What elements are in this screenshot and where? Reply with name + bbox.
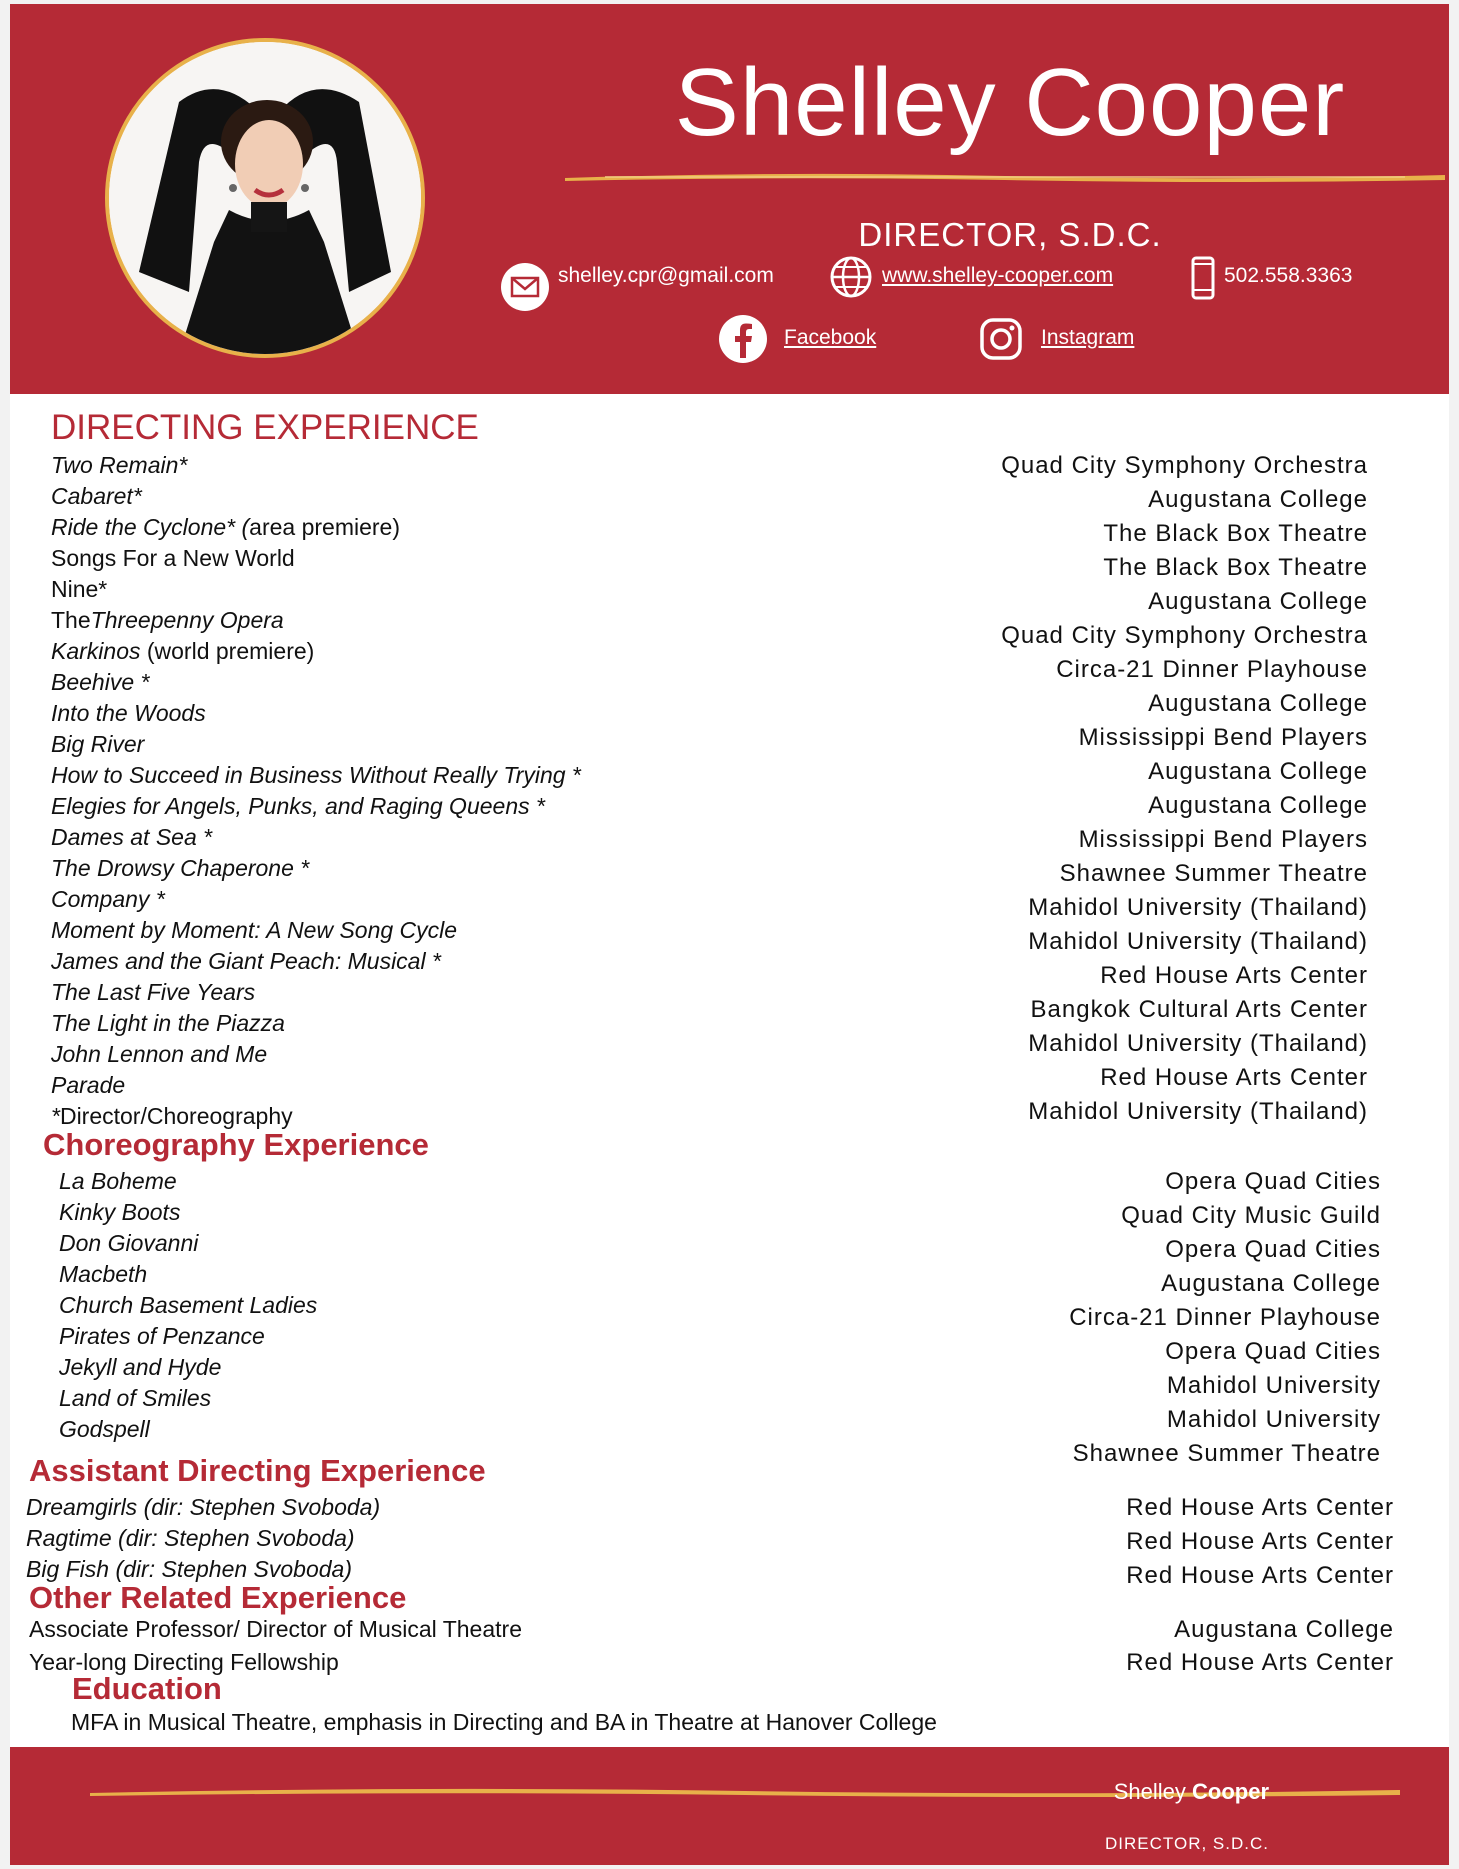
directing-item-title: [51, 948, 441, 975]
directing-item-org: Augustana College: [1148, 690, 1368, 717]
choreo-item-org: Opera Quad Cities: [1165, 1236, 1381, 1263]
directing-item-title-italic: John Lennon and Me: [51, 1041, 268, 1067]
directing-item-title-plain: Director/Choreography: [59, 1103, 293, 1129]
directing-item-title: [51, 855, 309, 882]
directing-item-title-italic: The Light in the Piazza: [51, 1010, 285, 1036]
email-text[interactable]: shelley.cpr@gmail.com: [558, 264, 774, 287]
choreo-item-title: Don Giovanni: [59, 1230, 199, 1256]
directing-item-title-italic: Big River: [51, 731, 145, 757]
directing-item-title: [51, 669, 149, 696]
email-icon: [500, 262, 550, 312]
choreo-item-title: Godspell: [59, 1416, 150, 1442]
directing-item-title: [51, 514, 400, 541]
assistant-item-org: Red House Arts Center: [1126, 1528, 1394, 1555]
phone-text: 502.558.3363: [1224, 264, 1353, 287]
choreo-item-title: Jekyll and Hyde: [59, 1354, 222, 1380]
choreo-item-org: Opera Quad Cities: [1165, 1168, 1381, 1195]
directing-item-title: [51, 700, 206, 727]
directing-item-title: [51, 793, 545, 820]
directing-item-title-italic: How to Succeed in Business Without Really Trying *: [51, 762, 581, 788]
globe-icon: [828, 254, 874, 300]
directing-item-org: Red House Arts Center: [1100, 962, 1368, 989]
other-item-title: Year-long Directing Fellowship: [29, 1649, 339, 1675]
assistant-item-org: Red House Arts Center: [1126, 1562, 1394, 1589]
directing-item-title: [51, 1041, 267, 1068]
directing-item-title-italic: James and the Giant Peach: Musical *: [51, 948, 441, 974]
directing-item-title-italic: Two Remain*: [51, 452, 188, 478]
directing-item-org: Shawnee Summer Theatre: [1059, 860, 1368, 887]
directing-item-title: [51, 979, 255, 1006]
directing-item-title-italic: The Last Five Years: [51, 979, 256, 1005]
assistant-item-title: Ragtime (dir: Stephen Svoboda): [26, 1525, 355, 1551]
directing-item-title-italic: Ride the Cyclone* (: [51, 514, 250, 540]
website-link[interactable]: www.shelley-cooper.com: [882, 264, 1114, 287]
directing-item-title-italic: Moment by Moment: A New Song Cycle: [51, 917, 458, 943]
directing-item-title-plain: area premiere): [249, 514, 400, 540]
directing-item-title-italic: *: [51, 1103, 60, 1129]
choreo-item-org: Mahidol University: [1166, 1406, 1381, 1433]
education-text: MFA in Musical Theatre, emphasis in Directing and BA in Theatre at Hanover College: [71, 1709, 937, 1735]
instagram-icon: [978, 316, 1024, 362]
header-title: DIRECTOR, S.D.C.: [858, 216, 1162, 253]
assistant-item-title: Big Fish (dir: Stephen Svoboda): [26, 1556, 353, 1582]
header-banner: [10, 4, 1449, 394]
directing-item-title: [51, 824, 212, 851]
directing-item-title: [51, 545, 295, 572]
education-heading: Education: [72, 1671, 222, 1706]
directing-item-org: Bangkok Cultural Arts Center: [1030, 996, 1368, 1023]
directing-item-org: Mississippi Bend Players: [1078, 724, 1368, 751]
directing-item-title: [51, 917, 457, 944]
choreo-item-org: Circa-21 Dinner Playhouse: [1069, 1304, 1381, 1331]
other-heading: Other Related Experience: [29, 1580, 407, 1615]
footer-name: [1114, 1779, 1269, 1805]
directing-item-title: [51, 1103, 293, 1130]
directing-item-org: Quad City Symphony Orchestra: [1001, 622, 1368, 649]
choreo-item-title: Church Basement Ladies: [59, 1292, 318, 1318]
directing-item-title-italic: Cabaret*: [51, 483, 142, 509]
assistant-item-org: Red House Arts Center: [1126, 1494, 1394, 1521]
directing-item-title-italic: Karkinos: [51, 638, 141, 664]
directing-item-org: Mahidol University (Thailand): [1028, 894, 1368, 921]
footer-title: DIRECTOR, S.D.C.: [1105, 1834, 1269, 1853]
directing-heading: DIRECTING EXPERIENCE: [51, 408, 479, 447]
directing-item-org: Augustana College: [1148, 588, 1368, 615]
directing-item-title: [51, 886, 165, 913]
directing-item-org: Mahidol University (Thailand): [1028, 1098, 1368, 1125]
directing-item-title-italic: Company *: [51, 886, 165, 912]
header-name: Shelley Cooper: [674, 49, 1346, 156]
assistant-item-title: Dreamgirls (dir: Stephen Svoboda): [26, 1494, 381, 1520]
footer-first-name: Shelley: [1113, 1779, 1186, 1804]
choreo-item-title: Kinky Boots: [59, 1199, 181, 1225]
brush-stroke-decoration: [565, 169, 1445, 185]
directing-item-title-italic: Into the Woods: [51, 700, 206, 726]
choreo-item-org: Mahidol University: [1166, 1372, 1381, 1399]
directing-item-title-italic: Beehive *: [51, 669, 150, 695]
directing-item-org: Circa-21 Dinner Playhouse: [1056, 656, 1368, 683]
instagram-link[interactable]: Instagram: [1041, 326, 1135, 349]
choreo-item-title: Macbeth: [59, 1261, 148, 1287]
directing-item-title: [51, 452, 187, 479]
choreo-item-title: Pirates of Penzance: [59, 1323, 265, 1349]
choreo-item-org: Opera Quad Cities: [1165, 1338, 1381, 1365]
directing-item-title-plain: Nine*: [51, 576, 108, 602]
directing-item-title: [51, 576, 107, 603]
choreo-item-org: Augustana College: [1161, 1270, 1381, 1297]
choreography-heading: Choreography Experience: [43, 1127, 429, 1162]
other-item-org: Augustana College: [1174, 1616, 1394, 1643]
directing-item-org: Augustana College: [1148, 486, 1368, 513]
directing-item-title: [51, 1072, 125, 1099]
other-item-org: Red House Arts Center: [1126, 1649, 1394, 1676]
facebook-icon: [718, 314, 768, 364]
choreo-item-title: La Boheme: [59, 1168, 177, 1194]
phone-icon: [1190, 256, 1216, 300]
directing-item-title-plain: Songs For a New World: [51, 545, 295, 571]
directing-item-title: [51, 762, 581, 789]
choreo-item-org: Shawnee Summer Theatre: [1072, 1440, 1381, 1467]
directing-item-org: Mississippi Bend Players: [1078, 826, 1368, 853]
directing-item-title: [51, 1010, 285, 1037]
directing-item-title: [51, 638, 314, 665]
profile-photo: [105, 38, 425, 358]
directing-item-org: Quad City Symphony Orchestra: [1001, 452, 1368, 479]
assistant-heading: Assistant Directing Experience: [29, 1453, 486, 1488]
directing-item-title-italic: Threepenny Opera: [90, 607, 284, 633]
directing-item-title-italic: Parade: [51, 1072, 126, 1098]
facebook-link[interactable]: Facebook: [784, 326, 877, 349]
other-item-title: Associate Professor/ Director of Musical Theatre: [29, 1616, 522, 1642]
directing-item-org: Mahidol University (Thailand): [1028, 1030, 1368, 1057]
directing-item-title-italic: Dames at Sea *: [51, 824, 213, 850]
directing-item-org: Red House Arts Center: [1100, 1064, 1368, 1091]
footer-last-name: Cooper: [1192, 1779, 1269, 1804]
directing-item-title-plain: (world premiere): [140, 638, 315, 664]
directing-item-org: Augustana College: [1148, 758, 1368, 785]
choreo-item-title: Land of Smiles: [59, 1385, 212, 1411]
directing-item-title-plain: The: [51, 607, 91, 633]
resume-page: [10, 4, 1449, 1865]
directing-item-org: Mahidol University (Thailand): [1028, 928, 1368, 955]
directing-item-org: The Black Box Theatre: [1103, 554, 1368, 581]
directing-item-org: Augustana College: [1148, 792, 1368, 819]
directing-item-title-italic: The Drowsy Chaperone *: [51, 855, 310, 881]
directing-item-title: [51, 607, 284, 634]
directing-item-org: The Black Box Theatre: [1103, 520, 1368, 547]
directing-item-title: [51, 483, 142, 510]
choreo-item-org: Quad City Music Guild: [1121, 1202, 1381, 1229]
directing-item-title-italic: Elegies for Angels, Punks, and Raging Queens *: [51, 793, 545, 819]
directing-item-title: [51, 731, 144, 758]
